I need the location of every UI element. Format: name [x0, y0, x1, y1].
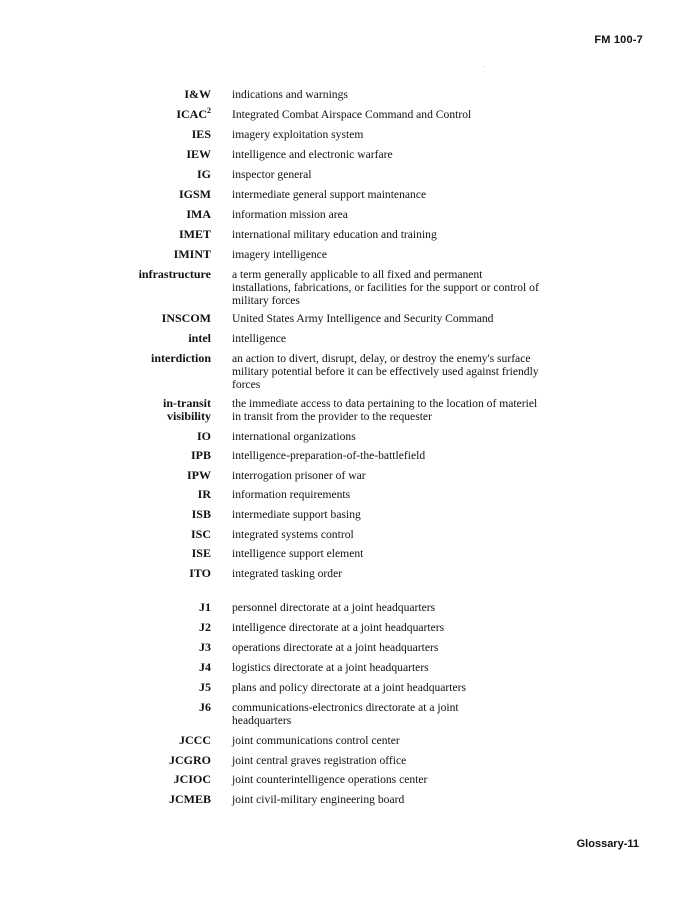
definition: intelligence directorate at a joint headquarters — [232, 621, 445, 634]
page-header: FM 100-7 — [594, 34, 643, 46]
term: JCCC — [179, 733, 211, 747]
definition: integrated systems control — [232, 528, 354, 541]
term: in-transit visibility — [163, 396, 211, 423]
term: JCIOC — [173, 772, 211, 786]
term-text: ICAC — [176, 107, 207, 121]
term: intel — [188, 331, 211, 345]
term: INSCOM — [161, 311, 211, 325]
term: JCMEB — [169, 792, 211, 806]
term: I&W — [184, 87, 211, 101]
term: J6 — [199, 700, 211, 714]
definition: joint counterintelligence operations center — [232, 773, 428, 786]
definition: international military education and training — [232, 228, 437, 241]
term-superscript: 2 — [207, 106, 211, 115]
term: ISE — [191, 546, 211, 560]
definition: indications and warnings — [232, 88, 348, 101]
term: IGSM — [178, 187, 211, 201]
definition: intermediate general support maintenance — [232, 188, 427, 201]
term: JCGRO — [169, 753, 211, 767]
definition: interrogation prisoner of war — [232, 469, 366, 482]
definition: United States Army Intelligence and Security Command — [232, 312, 494, 325]
term: J5 — [199, 680, 211, 694]
term: IMINT — [173, 247, 211, 261]
definition: international organizations — [232, 430, 356, 443]
definition: the immediate access to data pertaining to the location of materiel in transit from the provider to the requester — [232, 397, 538, 423]
term: IR — [197, 487, 211, 501]
definition: joint central graves registration office — [232, 754, 407, 767]
term: J4 — [199, 660, 211, 674]
definition: personnel directorate at a joint headquarters — [232, 601, 436, 614]
page-footer: Glossary-11 — [576, 838, 639, 850]
term: IO — [196, 429, 211, 443]
definition: imagery intelligence — [232, 248, 327, 261]
definition: intelligence — [232, 332, 287, 345]
definition: information requirements — [232, 488, 351, 501]
term: IMET — [178, 227, 211, 241]
definition: plans and policy directorate at a joint headquarters — [232, 681, 467, 694]
term: ITO — [189, 566, 211, 580]
scan-speck: . — [484, 63, 486, 69]
definition: logistics directorate at a joint headquarters — [232, 661, 429, 674]
definition: intelligence and electronic warfare — [232, 148, 393, 161]
definition: communications-electronics directorate at a joint headquarters — [232, 701, 459, 727]
term: ISC — [190, 527, 211, 541]
definition: intermediate support basing — [232, 508, 361, 521]
definition: imagery exploitation system — [232, 128, 364, 141]
definition: joint communications control center — [232, 734, 400, 747]
term: IEW — [186, 147, 211, 161]
term: J1 — [199, 600, 211, 614]
definition: intelligence-preparation-of-the-battlefield — [232, 449, 426, 462]
definition: information mission area — [232, 208, 348, 221]
term: infrastructure — [138, 267, 211, 281]
definition: integrated tasking order — [232, 567, 343, 580]
term: ISB — [191, 507, 211, 521]
term: IPW — [187, 468, 211, 482]
term: IG — [196, 167, 211, 181]
definition: operations directorate at a joint headquarters — [232, 641, 439, 654]
term: IES — [191, 127, 211, 141]
definition: joint civil-military engineering board — [232, 793, 405, 806]
term: J3 — [199, 640, 211, 654]
definition: Integrated Combat Airspace Command and Control — [232, 108, 472, 121]
term: J2 — [199, 620, 211, 634]
definition: inspector general — [232, 168, 312, 181]
term: IMA — [186, 207, 211, 221]
term: IPB — [190, 448, 211, 462]
term — [176, 108, 211, 121]
term: interdiction — [151, 351, 211, 365]
definition: a term generally applicable to all fixed and permanent installations, fabrications, or facilities for the support or control of military forces — [232, 268, 539, 307]
definition: an action to divert, disrupt, delay, or destroy the enemy's surface military potential before it can be effectively used against friendly forces — [232, 352, 539, 391]
definition: intelligence support element — [232, 547, 364, 560]
